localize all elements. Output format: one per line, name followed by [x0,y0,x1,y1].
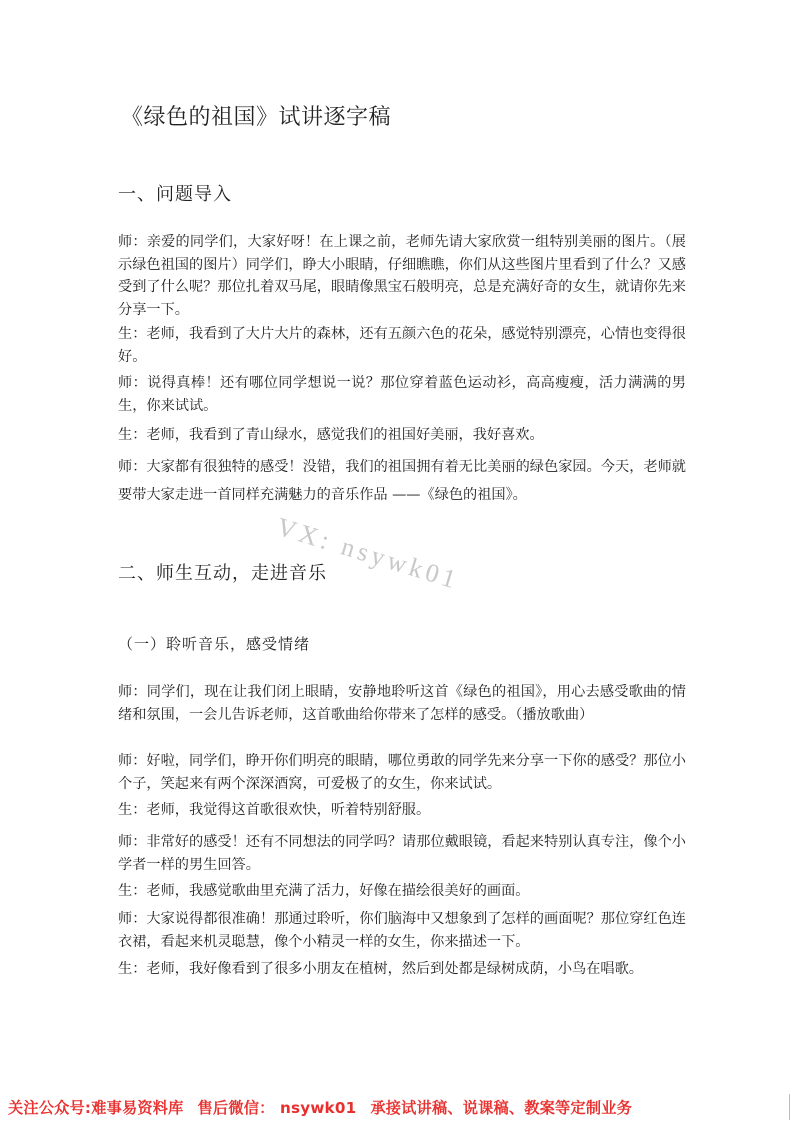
document-title: 《绿色的祖国》试讲逐字稿 [121,105,392,130]
page-edge-divider [789,1094,790,1120]
footer-wechat-contact: 售后微信： nsywk01 [197,1098,357,1117]
paragraph: 师：同学们，现在让我们闭上眼睛，安静地聆听这首《绿色的祖国》，用心去感受歌曲的情绪和氛围，一会儿告诉老师，这首歌曲给你带来了怎样的感受。（播放歌曲） [118,684,686,723]
section-heading-interaction: 二、师生互动，走进音乐 [118,563,327,584]
paragraph: 师：大家都有很独特的感受！没错，我们的祖国拥有着无比美丽的绿色家园。今天，老师就要带大家走进一首同样充满魅力的音乐作品 ——《绿色的祖国》。 [118,459,686,503]
paragraph: 师：亲爱的同学们，大家好呀！在上课之前，老师先请大家欣赏一组特别美丽的图片。（展示绿色祖国的图片）同学们，睁大小眼睛，仔细瞧瞧，你们从这些图片里看到了什么？又感受到了什么呢？那位扎着双马尾，眼睛像黑宝石般明亮，总是充满好奇的女生，就请你先来分享一下。 [118,234,686,318]
paragraph: 生：老师，我看到了大片大片的森林，还有五颜六色的花朵，感觉特别漂亮，心情也变得很好。 [118,326,686,365]
paragraph: 师：大家说得都很准确！那通过聆听，你们脑海中又想象到了怎样的画面呢？那位穿红色连衣裙，看起来机灵聪慧，像个小精灵一样的女生，你来描述一下。 [118,911,686,950]
paragraph: 师：说得真棒！还有哪位同学想说一说？那位穿着蓝色运动衫，高高瘦瘦，活力满满的男生，你来试试。 [118,375,686,414]
watermark-text: VX: nsywk01 [273,512,463,596]
footer-public-account: 关注公众号:难事易资料库 [8,1098,184,1117]
footer-services: 承接试讲稿、说课稿、教案等定制业务 [370,1098,632,1117]
promo-footer-banner [0,1094,793,1120]
paragraph: 生：老师，我好像看到了很多小朋友在植树，然后到处都是绿树成荫，小鸟在唱歌。 [118,961,643,977]
paragraph: 生：老师，我看到了青山绿水，感觉我们的祖国好美丽，我好喜欢。 [118,427,544,443]
paragraph: 师：好啦，同学们，睁开你们明亮的眼睛，哪位勇敢的同学先来分享一下你的感受？那位小个子，笑起来有两个深深酒窝，可爱极了的女生，你来试试。 [118,753,686,792]
subsection-heading-listening: （一）聆听音乐，感受情绪 [118,635,311,653]
paragraph: 生：老师，我觉得这首歌很欢快，听着特别舒服。 [118,802,431,818]
section-heading-intro: 一、问题导入 [118,184,232,205]
paragraph: 生：老师，我感觉歌曲里充满了活力，好像在描绘很美好的画面。 [118,883,530,899]
paragraph: 师：非常好的感受！还有不同想法的同学吗？请那位戴眼镜，看起来特别认真专注，像个小学者一样的男生回答。 [118,834,686,873]
